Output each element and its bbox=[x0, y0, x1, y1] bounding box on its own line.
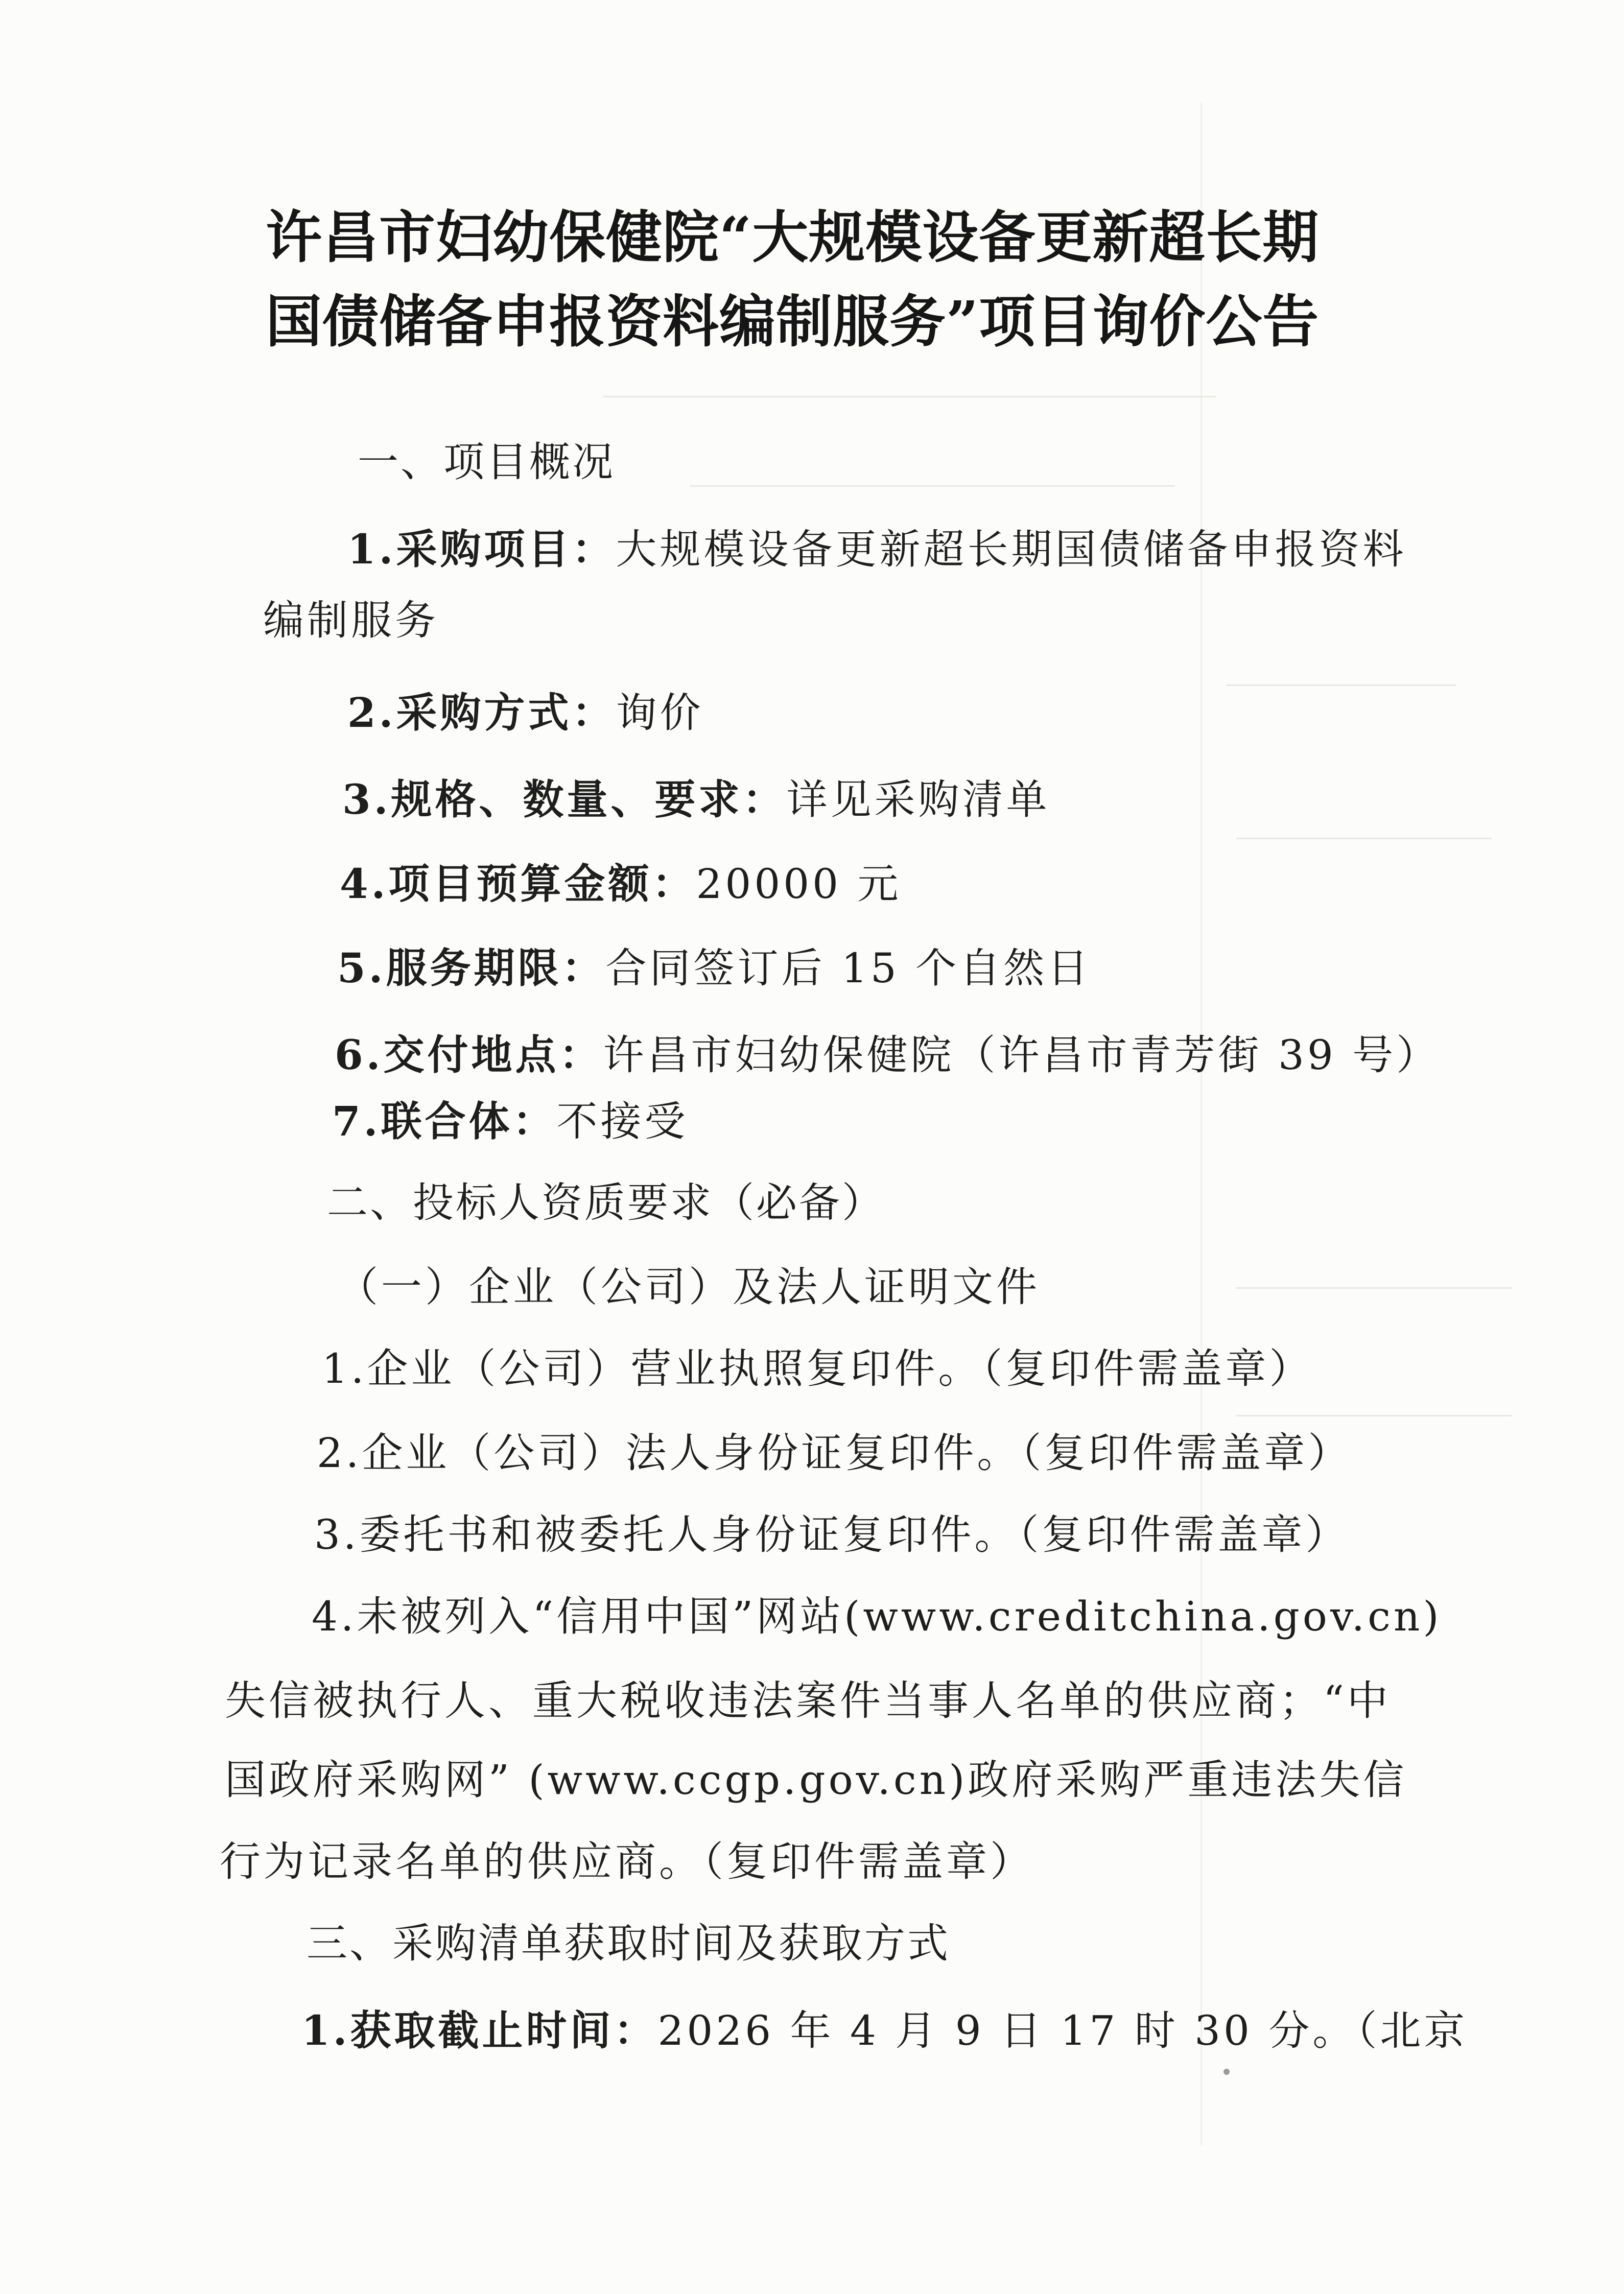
s1-item-value: 详见采购清单 bbox=[786, 776, 1050, 823]
s1-item-procurement-project bbox=[347, 521, 1407, 578]
s1-item-value: 不接受 bbox=[556, 1098, 689, 1145]
s1-item-specification bbox=[342, 771, 1050, 828]
s1-item-value: 询价 bbox=[616, 689, 704, 737]
s1-item-label: 5.服务期限： bbox=[337, 944, 606, 992]
s1-item-label: 1.采购项目： bbox=[347, 525, 616, 573]
s1-item-value: 合同签订后 15 个自然日 bbox=[605, 944, 1092, 992]
s1-item-consortium bbox=[332, 1093, 689, 1150]
s1-item-label: 2.采购方式： bbox=[347, 689, 616, 737]
section-1-heading: 一、项目概况 bbox=[358, 438, 615, 486]
s1-item-value: 大规模设备更新超长期国债储备申报资料 bbox=[616, 526, 1407, 573]
section-3-heading: 三、采购清单获取时间及获取方式 bbox=[307, 1920, 950, 1967]
section-2-heading: 二、投标人资质要求（必备） bbox=[327, 1179, 885, 1226]
bleed-through-line bbox=[1236, 1415, 1512, 1416]
s1-item-label: 3.规格、数量、要求： bbox=[342, 775, 787, 823]
s1-item-label: 6.交付地点： bbox=[335, 1031, 603, 1079]
document-title-line-2: 国债储备申报资料编制服务”项目询价公告 bbox=[266, 289, 1320, 354]
s1-item-procurement-method bbox=[347, 684, 704, 741]
s2-requirement-credit-check-line-4: 行为记录名单的供应商。（复印件需盖章） bbox=[220, 1838, 1034, 1885]
scan-speck bbox=[1223, 2069, 1230, 2075]
s1-item-budget bbox=[340, 856, 901, 912]
s2-requirement-legal-person-id: 2.企业（公司）法人身份证复印件。（复印件需盖章） bbox=[317, 1429, 1352, 1477]
s2-subheading-company-documents: （一）企业（公司）及法人证明文件 bbox=[337, 1263, 1040, 1311]
s2-requirement-credit-check-line-3: 国政府采购网” (www.ccgp.gov.cn)政府采购严重违法失信 bbox=[225, 1756, 1407, 1804]
document-title-line-1: 许昌市妇幼保健院“大规模设备更新超长期 bbox=[266, 204, 1320, 270]
page-fold-shadow bbox=[1201, 102, 1202, 2145]
s3-item-deadline bbox=[301, 2002, 1468, 2059]
s2-requirement-credit-check-line-1: 4.未被列入“信用中国”网站(www.creditchina.gov.cn) bbox=[312, 1593, 1442, 1640]
s2-requirement-business-license: 1.企业（公司）营业执照复印件。（复印件需盖章） bbox=[322, 1345, 1313, 1392]
bleed-through-line bbox=[690, 485, 1175, 487]
bleed-through-line bbox=[603, 396, 1216, 397]
s3-item-label: 1.获取截止时间： bbox=[301, 2006, 658, 2054]
bleed-through-line bbox=[1236, 838, 1492, 839]
s1-item-label: 7.联合体： bbox=[332, 1097, 557, 1145]
s2-requirement-authorization: 3.委托书和被委托人身份证复印件。（复印件需盖章） bbox=[314, 1511, 1350, 1558]
s1-item-delivery-location bbox=[335, 1027, 1440, 1083]
bleed-through-line bbox=[1236, 1287, 1512, 1289]
s1-item-procurement-project-continued: 编制服务 bbox=[263, 597, 439, 644]
s1-item-value: 许昌市妇幼保健院（许昌市青芳街 39 号） bbox=[603, 1031, 1441, 1079]
s1-item-service-period bbox=[337, 940, 1091, 997]
bleed-through-line bbox=[1226, 684, 1456, 686]
s1-item-label: 4.项目预算金额： bbox=[340, 860, 696, 908]
s1-item-value: 20000 元 bbox=[696, 860, 902, 908]
s2-requirement-credit-check-line-2: 失信被执行人、重大税收违法案件当事人名单的供应商；“中 bbox=[225, 1677, 1391, 1724]
s3-item-value: 2026 年 4 月 9 日 17 时 30 分。（北京 bbox=[657, 2007, 1468, 2054]
